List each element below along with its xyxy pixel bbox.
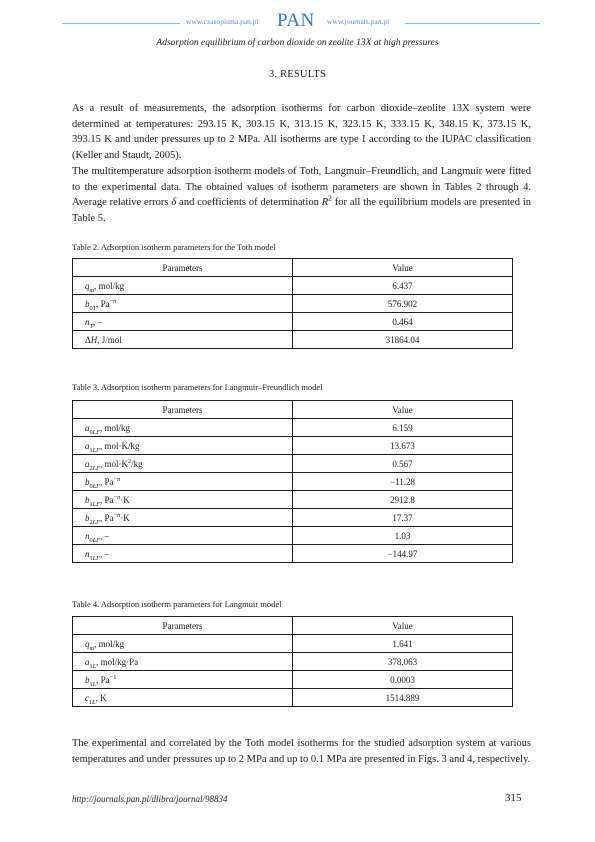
- parameter-cell: $a_{1LF}$, mol·K/kg: [73, 437, 293, 455]
- value-cell: 6.437: [293, 277, 513, 295]
- table-row: [73, 437, 513, 455]
- value-cell: 0.567: [293, 455, 513, 473]
- value-cell: 2912.8: [293, 491, 513, 509]
- table-row: [73, 527, 513, 545]
- table-row: [73, 277, 513, 295]
- running-title: Adsorption equilibrium of carbon dioxide on zeolite 13X at high pressures: [156, 38, 439, 48]
- parameter-cell: $q_m$, mol/kg: [73, 635, 293, 653]
- value-cell: 6.159: [293, 419, 513, 437]
- parameter-cell: $c_{1L}$, K: [73, 689, 293, 707]
- table-header-row: [73, 259, 513, 277]
- parameter-cell: $b_{0T}$, $Pa^{-n}$: [73, 295, 293, 313]
- footer-journal-url[interactable]: http://journals.pan.pl/dlibra/journal/98834: [72, 794, 228, 804]
- value-cell: −144.97: [293, 545, 513, 563]
- table-header-row: [73, 401, 513, 419]
- table3: [72, 400, 513, 563]
- table4-caption: Table 4. Adsorption isotherm parameters for Langmuir model: [72, 599, 282, 609]
- value-cell: 1514.889: [293, 689, 513, 707]
- table-row: [73, 653, 513, 671]
- value-cell: −11.28: [293, 473, 513, 491]
- table-row: [73, 419, 513, 437]
- masthead-url-left[interactable]: www.czasopisma.pan.pl: [186, 17, 259, 26]
- parameter-cell: $q_m$, mol/kg: [73, 277, 293, 295]
- paragraph-models: The multitemperature adsorption isotherm models of Toth, Langmuir–Freundlich, and Langmuir were fitted to the experimental data. The obtained values of isotherm parameters are shown in Tables 2 through 4. Average relative errors δ and coefficients of determination $R^2$ for all the equilibrium models are presented in Table 5.: [72, 166, 532, 225]
- table-row: [73, 455, 513, 473]
- table-row: [73, 331, 513, 349]
- column-header-parameters: Parameters: [73, 401, 293, 419]
- parameter-cell: $n_{1LF}$, –: [73, 545, 293, 563]
- value-cell: 0.0003: [293, 671, 513, 689]
- parameter-cell: $b_{2LF}$, $Pa^{-n}\cdot K$: [73, 509, 293, 527]
- table3-caption: Table 3. Adsorption isotherm parameters for Langmuir–Freundlich model: [72, 382, 323, 392]
- masthead-rule-left: [62, 23, 180, 24]
- column-header-value: Value: [293, 259, 513, 277]
- parameter-cell: $b_{1L}$, $Pa^{-1}$: [73, 671, 293, 689]
- column-header-parameters: Parameters: [73, 617, 293, 635]
- table-row: [73, 473, 513, 491]
- table-row: [73, 545, 513, 563]
- table-header-row: [73, 617, 513, 635]
- parameter-cell: $a_{0LF}$, mol/kg: [73, 419, 293, 437]
- parameter-cell: $b_{1LF}$, $Pa^{-n}\cdot K$: [73, 491, 293, 509]
- parameter-cell: $b_{0LF}$, $Pa^{-n}$: [73, 473, 293, 491]
- parameter-cell: $a_{1L}$, mol/kg·Pa: [73, 653, 293, 671]
- column-header-parameters: Parameters: [73, 259, 293, 277]
- table-row: [73, 509, 513, 527]
- table-row: [73, 491, 513, 509]
- value-cell: 576.902: [293, 295, 513, 313]
- pan-logo: PAN: [277, 10, 315, 31]
- table-row: [73, 295, 513, 313]
- table4: [72, 616, 513, 707]
- column-header-value: Value: [293, 617, 513, 635]
- masthead-rule-right: [405, 23, 540, 24]
- value-cell: 0.464: [293, 313, 513, 331]
- parameter-cell: $a_{2LF}$, $mol\cdot K^2/kg$: [73, 455, 293, 473]
- value-cell: 13.673: [293, 437, 513, 455]
- value-cell: 378.063: [293, 653, 513, 671]
- parameter-cell: $n_T$, –: [73, 313, 293, 331]
- column-header-value: Value: [293, 401, 513, 419]
- table2-caption: Table 2. Adsorption isotherm parameters for the Toth model: [72, 242, 276, 252]
- table-row: [73, 671, 513, 689]
- value-cell: 17.37: [293, 509, 513, 527]
- table-row: [73, 313, 513, 331]
- table2: [72, 258, 513, 349]
- table-row: [73, 635, 513, 653]
- value-cell: 1.641: [293, 635, 513, 653]
- value-cell: 1.03: [293, 527, 513, 545]
- paragraph-toth-figures: The experimental and correlated by the Toth model isotherms for the studied adsorption system at various temperatures and under pressures up to 2 MPa and up to 0.1 MPa are presented in Figs. 3 and 4, respectively.: [72, 738, 531, 765]
- parameter-cell: $n_{0LF}$, –: [73, 527, 293, 545]
- table-row: [73, 689, 513, 707]
- parameter-cell: ΔH, J/mol: [73, 331, 293, 349]
- masthead-url-right[interactable]: www.journals.pan.pl: [327, 17, 390, 26]
- section-heading: 3. RESULTS: [268, 69, 327, 80]
- value-cell: 31864.04: [293, 331, 513, 349]
- paragraph-results-intro: As a result of measurements, the adsorption isotherms for carbon dioxide–zeolite 13X system were determined at temperatures: 293.15 K, 303.15 K, 313.15 K, 323.15 K, 333.15 K, 348.15 K, 373.15 K, 393.15 K and under pressures up to 2 MPa. All isotherms are type I according to the IUPAC classification (Keller and Staudt, 2005).: [72, 103, 531, 162]
- page-number: 315: [505, 792, 522, 804]
- masthead: [0, 12, 595, 36]
